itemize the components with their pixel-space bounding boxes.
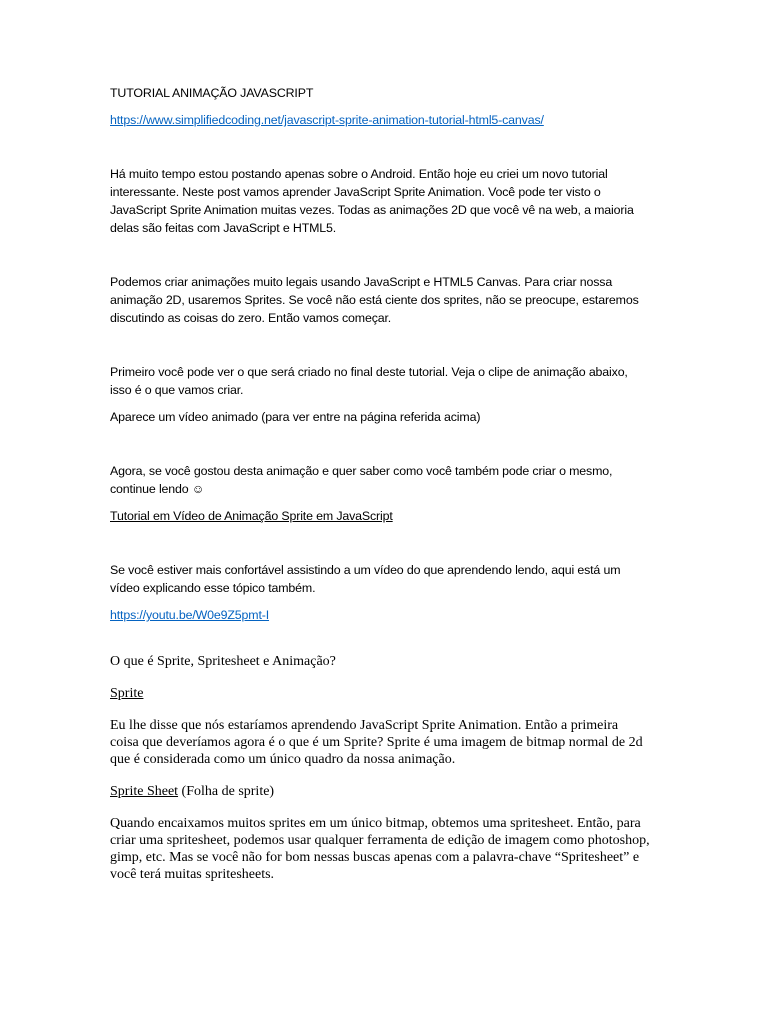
spritesheet-subheading: (Folha de sprite) (178, 784, 275, 799)
youtube-link[interactable]: https://youtu.be/W0e9Z5pmt-I (110, 608, 270, 622)
sprite-heading (110, 685, 650, 702)
canvas-paragraph: Podemos criar animações muito legais usando JavaScript e HTML5 Canvas. Para criar nossa animação 2D, usaremos Sprites. Se você não está ciente dos sprites, não se preocupe, estaremos discutindo as coisas do zero. Então vamos começar. (110, 275, 639, 325)
video-tutorial-heading-text: Tutorial em Vídeo de Animação Sprite em JavaScript (110, 509, 393, 523)
continue-paragraph: Agora, se você gostou desta animação e quer saber como você também pode criar o mesmo, continue lendo ☺ (110, 464, 613, 496)
document-title: TUTORIAL ANIMAÇÃO JAVASCRIPT (110, 86, 314, 100)
spritesheet-heading-text: Sprite Sheet (110, 784, 179, 799)
sprite-heading-text: Sprite (110, 686, 144, 701)
youtube-link-paragraph (110, 606, 650, 624)
intro-paragraph: Há muito tempo estou postando apenas sobre o Android. Então hoje eu criei um novo tutorial interessante. Neste post vamos aprender JavaScript Sprite Animation. Você pode ter visto o JavaScript Sprite Animation muitas vezes. Todas as animações 2D que você vê na web, a maioria delas são feitas com JavaScript e HTML5. (110, 167, 634, 235)
question-heading: O que é Sprite, Spritesheet e Animação? (110, 654, 336, 669)
video-note: Aparece um vídeo animado (para ver entre na página referida acima) (110, 410, 481, 424)
sprite-paragraph: Eu lhe disse que nós estaríamos aprendendo JavaScript Sprite Animation. Então a primeira coisa que deveríamos agora é o que é um Sprite? Sprite é uma imagem de bitmap normal de 2d que é considerada como um único quadro da nossa animação. (110, 718, 643, 767)
document-page (110, 84, 650, 883)
source-link-paragraph (110, 111, 650, 129)
video-tutorial-heading (110, 507, 650, 525)
source-link[interactable]: https://www.simplifiedcoding.net/javascript-sprite-animation-tutorial-html5-canvas/ (110, 113, 544, 127)
video-explain-paragraph: Se você estiver mais confortável assistindo a um vídeo do que aprendendo lendo, aqui está um vídeo explicando esse tópico também. (110, 563, 621, 595)
spritesheet-heading (110, 783, 650, 800)
preview-paragraph: Primeiro você pode ver o que será criado no final deste tutorial. Veja o clipe de animação abaixo, isso é o que vamos criar. (110, 365, 628, 397)
spritesheet-paragraph: Quando encaixamos muitos sprites em um único bitmap, obtemos uma spritesheet. Então, para criar uma spritesheet, podemos usar qualquer ferramenta de edição de imagem como photoshop, gimp, etc. Mas se você não for bom nessas buscas apenas com a palavra-chave “Spritesheet” e você terá muitas spritesheets. (110, 816, 650, 882)
